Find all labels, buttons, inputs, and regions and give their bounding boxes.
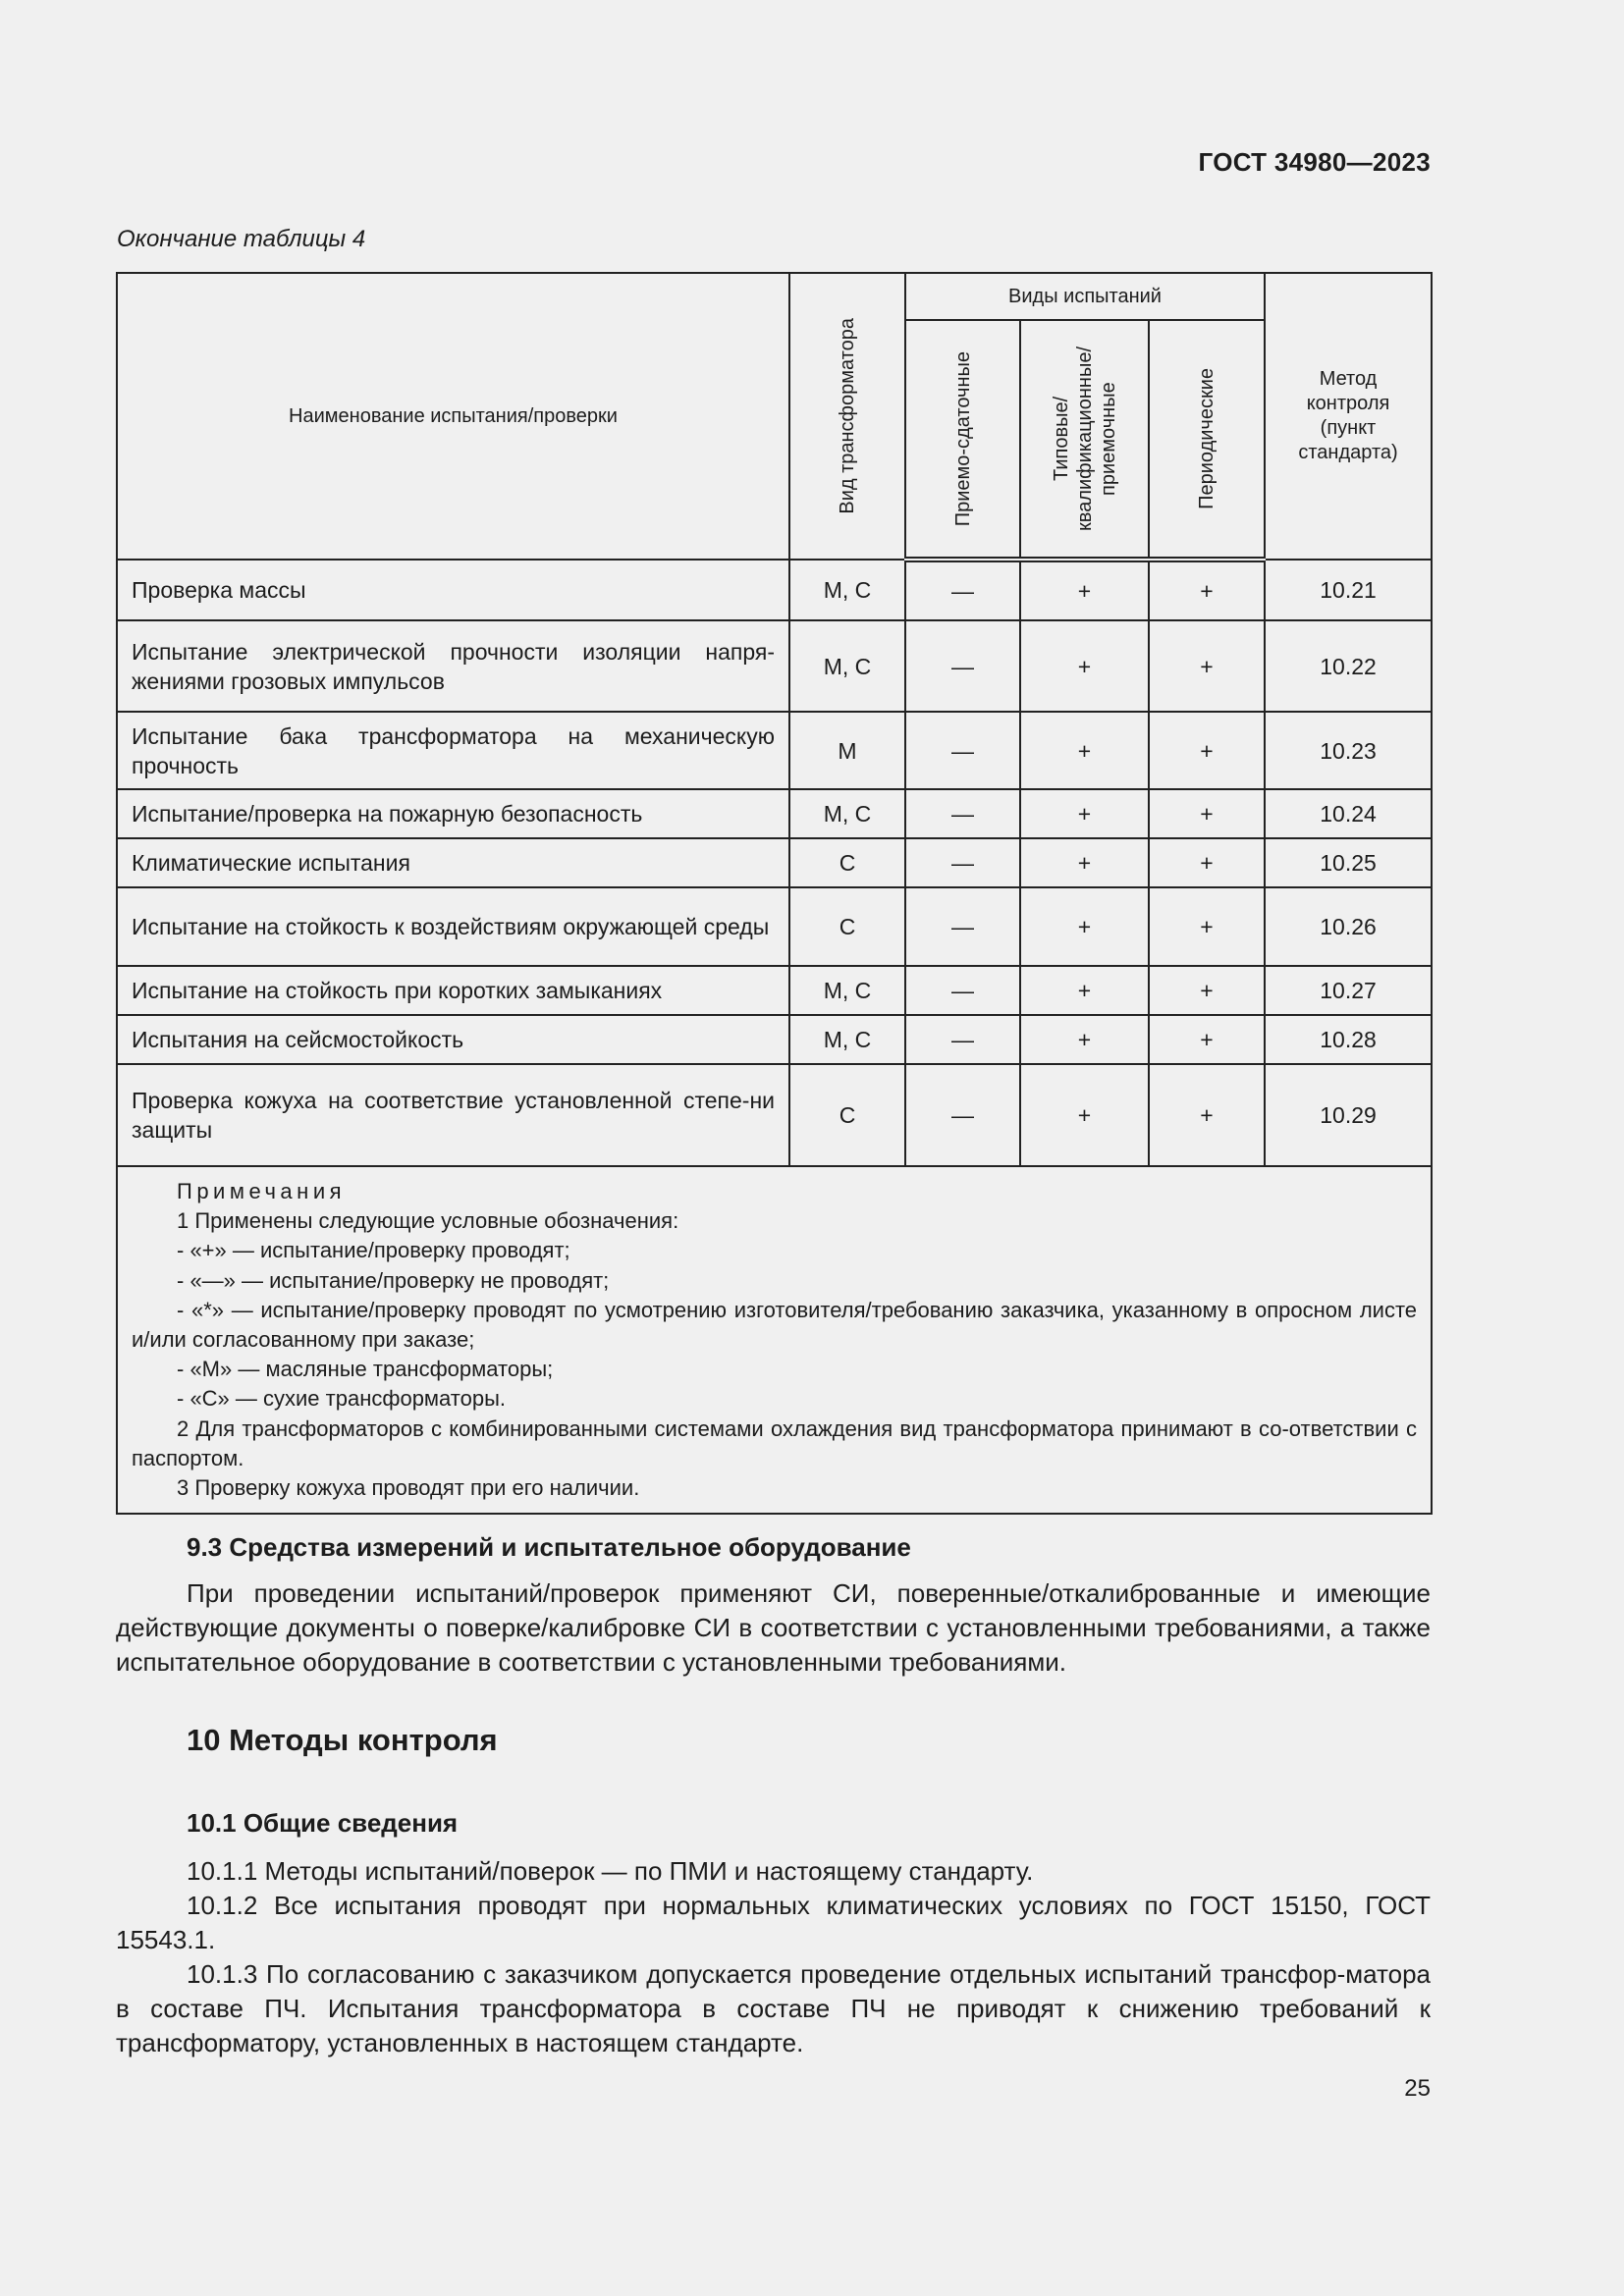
note-bullet-m: - «М» — масляные трансформаторы; <box>177 1357 554 1382</box>
col-header-acceptance-label: Приемо-сдаточные <box>951 350 974 527</box>
row-method: 10.24 <box>1265 789 1432 838</box>
row-method: 10.22 <box>1265 620 1432 712</box>
section-10-1-heading: 10.1 Общие сведения <box>187 1808 459 1838</box>
row-typical: + <box>1020 712 1149 789</box>
row-name: Испытание бака трансформатора на механическую прочность <box>117 712 789 789</box>
row-acceptance: — <box>905 560 1020 620</box>
note-1: 1 Применены следующие условные обозначения: <box>177 1208 679 1234</box>
col-header-periodic <box>1149 320 1265 560</box>
table-row <box>117 712 1432 789</box>
note-bullet-dash: - «—» — испытание/проверку не проводят; <box>177 1267 610 1293</box>
col-header-typical <box>1020 320 1149 560</box>
table-row <box>117 560 1432 620</box>
row-acceptance: — <box>905 966 1020 1015</box>
row-typical: + <box>1020 1064 1149 1166</box>
row-acceptance: — <box>905 838 1020 887</box>
notes-title: Примечания <box>177 1179 347 1203</box>
row-typical: + <box>1020 789 1149 838</box>
row-acceptance: — <box>905 1064 1020 1166</box>
table-row <box>117 838 1432 887</box>
row-periodic: + <box>1149 887 1265 966</box>
note-2: 2 Для трансформаторов с комбинированными системами охлаждения вид трансформатора принимают в со-ответствии с паспортом. <box>132 1415 1418 1470</box>
section-10-heading: 10 Методы контроля <box>187 1723 498 1757</box>
typical-line-2: квалификационные/ <box>1073 347 1096 531</box>
row-type: М, С <box>789 1015 905 1064</box>
table-row <box>117 620 1432 712</box>
row-method: 10.26 <box>1265 887 1432 966</box>
typical-line-3: приемочные <box>1097 382 1119 496</box>
method-line-3: (пункт <box>1320 417 1377 439</box>
row-typical: + <box>1020 887 1149 966</box>
paragraph-10-1-1: 10.1.1 Методы испытаний/поверок — по ПМИ и настоящему стандарту. <box>187 1856 1034 1886</box>
section-9-3-heading: 9.3 Средства измерений и испытательное оборудование <box>187 1532 911 1562</box>
col-header-transformer-type-label: Вид трансформатора <box>837 318 858 514</box>
row-method: 10.27 <box>1265 966 1432 1015</box>
document-code: ГОСТ 34980—2023 <box>1198 147 1431 177</box>
row-periodic: + <box>1149 789 1265 838</box>
row-typical: + <box>1020 1015 1149 1064</box>
section-9-3-text: При проведении испытаний/проверок применяют СИ, поверенные/откалиброванные и имеющие действующие документы о поверке/калибровке СИ в соответствии с установленными требованиями, а также испытательное оборудование в соответствии с установленными требованиями. <box>116 1578 1431 1677</box>
row-periodic: + <box>1149 1064 1265 1166</box>
page-number: 25 <box>1404 2075 1431 2102</box>
tests-table <box>116 272 1433 1515</box>
row-periodic: + <box>1149 620 1265 712</box>
section-10 <box>116 1723 1431 1757</box>
table-notes <box>117 1166 1432 1514</box>
row-method: 10.23 <box>1265 712 1432 789</box>
method-line-4: стандарта) <box>1298 442 1398 463</box>
row-name: Проверка массы <box>117 560 789 620</box>
row-name: Испытание/проверка на пожарную безопасность <box>117 789 789 838</box>
notes-row <box>117 1166 1432 1514</box>
row-typical: + <box>1020 620 1149 712</box>
typical-line-1: Типовые/ <box>1050 396 1072 482</box>
row-name: Проверка кожуха на соответствие установленной степе-ни защиты <box>117 1064 789 1166</box>
row-type: М, С <box>789 560 905 620</box>
row-method: 10.29 <box>1265 1064 1432 1166</box>
row-type: М, С <box>789 789 905 838</box>
row-type: М <box>789 712 905 789</box>
section-9-3 <box>116 1530 1431 1680</box>
paragraph-10-1-3: 10.1.3 По согласованию с заказчиком допускается проведение отдельных испытаний трансфор-матора в составе ПЧ. Испытания трансформатора в составе ПЧ не приводят к снижению требований к трансформатору, установленных в настоящем стандарте. <box>116 1959 1431 2057</box>
row-periodic: + <box>1149 560 1265 620</box>
row-periodic: + <box>1149 838 1265 887</box>
row-typical: + <box>1020 838 1149 887</box>
col-header-test-types: Виды испытаний <box>905 273 1265 320</box>
row-method: 10.21 <box>1265 560 1432 620</box>
row-periodic: + <box>1149 712 1265 789</box>
row-acceptance: — <box>905 712 1020 789</box>
table-row <box>117 1015 1432 1064</box>
col-header-method <box>1265 273 1432 560</box>
row-periodic: + <box>1149 1015 1265 1064</box>
row-name: Испытание электрической прочности изоляции напря-жениями грозовых импульсов <box>117 620 789 712</box>
row-type: С <box>789 838 905 887</box>
row-typical: + <box>1020 966 1149 1015</box>
row-type: М, С <box>789 620 905 712</box>
table-row <box>117 887 1432 966</box>
row-acceptance: — <box>905 1015 1020 1064</box>
col-header-periodic-label: Периодические <box>1196 368 1218 509</box>
table-caption: Окончание таблицы 4 <box>117 226 366 252</box>
row-periodic: + <box>1149 966 1265 1015</box>
row-name: Испытания на сейсмостойкость <box>117 1015 789 1064</box>
col-header-typical-label <box>1050 347 1120 531</box>
col-header-transformer-type <box>789 273 905 560</box>
table-row <box>117 789 1432 838</box>
row-method: 10.28 <box>1265 1015 1432 1064</box>
note-3: 3 Проверку кожуха проводят при его наличии. <box>177 1475 640 1501</box>
method-line-1: Метод <box>1319 368 1378 390</box>
note-bullet-plus: - «+» — испытание/проверку проводят; <box>177 1238 570 1263</box>
row-name: Климатические испытания <box>117 838 789 887</box>
paragraph-10-1-2: 10.1.2 Все испытания проводят при нормальных климатических условиях по ГОСТ 15150, ГОСТ 15543.1. <box>116 1891 1431 1954</box>
method-line-2: контроля <box>1306 393 1390 414</box>
table-header-row <box>117 273 1432 320</box>
row-name: Испытание на стойкость при коротких замыканиях <box>117 966 789 1015</box>
row-type: С <box>789 887 905 966</box>
note-bullet-c: - «С» — сухие трансформаторы. <box>177 1386 507 1412</box>
table-row <box>117 966 1432 1015</box>
row-acceptance: — <box>905 789 1020 838</box>
row-type: М, С <box>789 966 905 1015</box>
table-row <box>117 1064 1432 1166</box>
row-acceptance: — <box>905 887 1020 966</box>
section-10-1 <box>116 1806 1431 2060</box>
col-header-name: Наименование испытания/проверки <box>117 273 789 560</box>
row-method: 10.25 <box>1265 838 1432 887</box>
row-acceptance: — <box>905 620 1020 712</box>
row-typical: + <box>1020 560 1149 620</box>
row-type: С <box>789 1064 905 1166</box>
row-name: Испытание на стойкость к воздействиям окружающей среды <box>117 887 789 966</box>
col-header-acceptance <box>905 320 1020 560</box>
note-bullet-asterisk: - «*» — испытание/проверку проводят по усмотрению изготовителя/требованию заказчика, указанному в опросном листе и/или согласованному при заказе; <box>132 1297 1418 1353</box>
